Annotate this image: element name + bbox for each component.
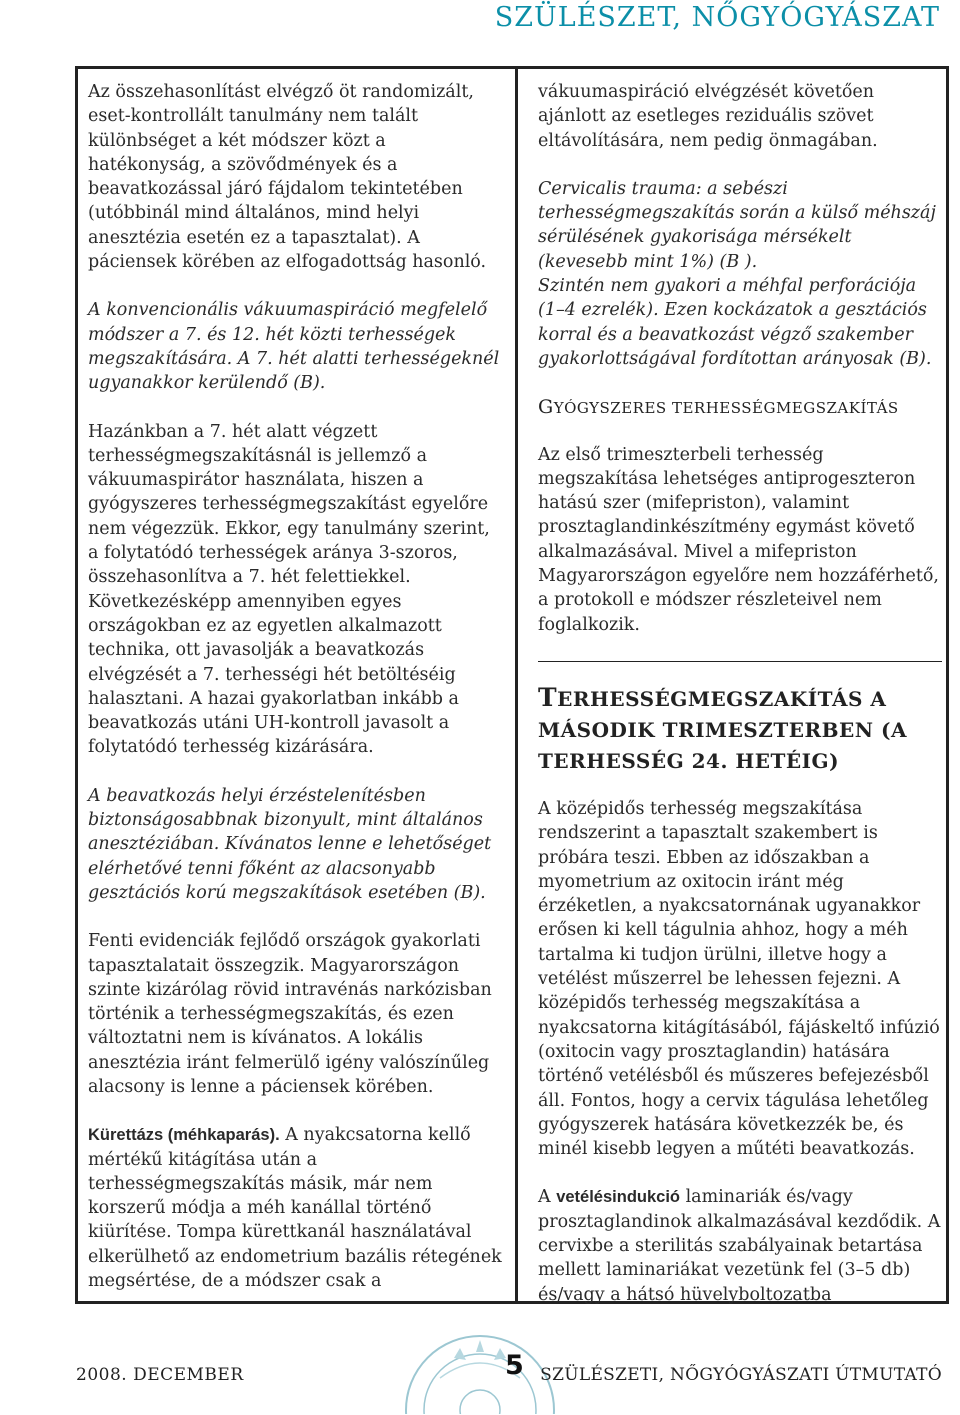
paragraph-evidence: Fenti evidenciák fejlődő országok gyakorlati tapasztalatait összegzik. Magyarországon szinte kizárólag rövid intravénás narkózisban történik a terhességmegszakítás, és ezen változtatni nem is kívánatos. A lokális anesztézia iránt felmerülő igény valószínűleg alacsony is lenne a páciensek körében. (88, 931, 492, 1097)
paragraph-curettage (88, 1123, 504, 1293)
paragraph-studies: Az összehasonlítást elvégző öt randomizált, eset-kontrollált tanulmány nem talált különbséget a két módszer közt a hatékonyság, a szövődmények és a beavatkozással járó fájdalom tekintetében (utóbbinál mind általános, mind helyi anesztézia esetén ez a tapasztalat). A páciensek körében az elfogadottság hasonló. (88, 82, 487, 273)
perforation-text: Szintén nem gyakori a méhfal perforációja (1–4 ezrelék). Ezen kockázatok a gesztációs korral és a beavatkozást végző szakember gyakorlottságával fordítottan arányosak (B). (538, 276, 932, 369)
paragraph-vacuum-followup: vákuumaspiráció elvégzését követően ajánlott az esetleges reziduális szövet eltávolítására, nem pedig önmagában. (538, 82, 878, 151)
paragraph-hungary: Hazánkban a 7. hét alatt végzett terhességmegszakításnál is jellemző a vákuumaspirátor használata, hiszen a gyógyszeres terhességmegszakítást egyelőre nem végezzük. Ekkor, egy tanulmány szerint, a folytatódó terhességek aránya 3-szoros, összehasonlítva a 7. hét felettiekkel. Következésképp amennyiben egyes országokban ez az egyetlen alkalmazott technika, ott javasolják a beavatkozás elvégzését a 7. terhességi hét betöltéséig halasztani. A hazai gyakorlatban inkább a beavatkozás utáni UH-kontroll javasolt a folytatódó terhesség kizárására. (88, 421, 490, 758)
left-column (88, 80, 504, 1317)
section-heading-second-trimester: TERHESSÉGMEGSZAKÍTÁS A MÁSODIK TRIMESZTERBEN (A TERHESSÉG 24. HETÉIG) (538, 682, 907, 773)
footer-guide-title: SZÜLÉSZETI, NŐGYÓGYÁSZATI ÚTMUTATÓ (540, 1365, 942, 1385)
recommendation-vacuum: A konvencionális vákuumaspiráció megfelelő módszer a 7. és 12. hét közti terhességek megszakítására. A 7. hét alatti terhességeknél ugyanakkor kerülendő (B). (88, 300, 500, 394)
running-header: SZÜLÉSZET, NŐGYÓGYÁSZAT (494, 2, 940, 33)
paragraph-midterm: A középidős terhesség megszakítása rendszerint a tapasztalt szakembert is próbára teszi. Ebben az időszakban a myometrium az oxitocin iránt még érzéketlen, a nyakcsatornának ugyanakkor erősen ki kell tágulnia ahhoz, hogy a méh tartalma ki tudjon ürülni, illetve hogy a vetélést műszerrel be lehessen fejezni. A középidős terhesség megszakítása a nyakcsatorna kitágításából, fájáskeltő infúzió (oxitocin vagy prosztaglandin) hatására történő vetélésből és műszeres befejezésből áll. Fontos, hogy a cervix tágulása lehetőleg gyógyszerek hatására következzék be, és minél kisebb legyen a műtéti beavatkozás. (538, 798, 940, 1160)
paragraph-induction: A vetélésindukció laminariák és/vagy prosztaglandinok alkalmazásával kezdődik. A cervixbe a sterilitás szabályainak betartása mellett laminariákat vezetünk fel (3–5 db) és/vagy a hátsó hüvelyboltozatba (538, 1187, 941, 1305)
society-seal-watermark (400, 1318, 560, 1414)
induction-term: vetélésindukció (556, 1188, 681, 1207)
subheading-medical-abortion: GYÓGYSZERES TERHESSÉGMEGSZAKÍTÁS (538, 396, 899, 419)
section-rule (538, 661, 942, 662)
curettage-term: Kürettázs (méhkaparás). (88, 1126, 280, 1145)
footer-date: 2008. DECEMBER (76, 1365, 244, 1385)
paragraph-cervical-trauma (538, 177, 942, 371)
page-number: 5 (505, 1350, 524, 1381)
paragraph-mifepristone: Az első trimeszterbeli terhesség megszakítása lehetséges antiprogeszteron hatású szer (mifepriston), valamint prosztaglandinkészítmény egymást követő alkalmazásával. Mivel a mifepriston Magyarországon egyelőre nem hozzáférhető, a protokoll e módszer részleteivel nem foglalkozik. (538, 444, 939, 635)
recommendation-anesthesia: A beavatkozás helyi érzéstelenítésben biztonságosabbnak bizonyult, mint általános anesztéziában. Kívánatos lenne e lehetőséget elérhetővé tenni főként az alacsonyabb gesztációs korú megszakítások esetében (B). (88, 785, 492, 903)
column-divider (515, 66, 518, 1304)
right-column (538, 80, 942, 1331)
cervical-trauma-text: Cervicalis trauma: a sebészi terhességmegszakítás során a külső méhszáj sérülésének gyakorisága mérsékelt (kevesebb mint 1%) (B ). (538, 178, 936, 272)
curettage-text: A nyakcsatorna kellő mértékű kitágítása után a terhességmegszakítás másik, már nem korszerű módja a méh kanállal történő kiürítése. Tompa kürettkanál használatával elkerülhető az endometrium bazális rétegének megsértése, de a módszer csak a (88, 1125, 502, 1292)
